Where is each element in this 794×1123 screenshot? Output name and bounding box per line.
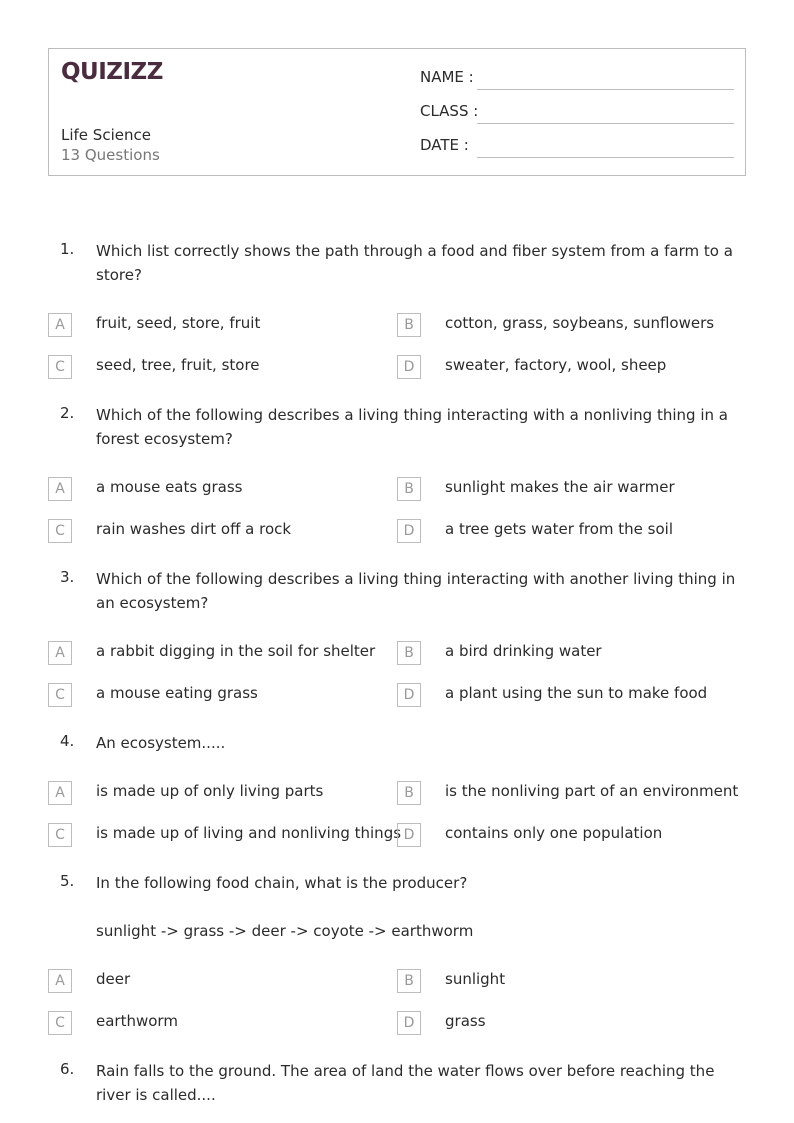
date-line[interactable] [477, 157, 734, 158]
option-text: earthworm [96, 1012, 178, 1030]
option-text: a plant using the sun to make food [445, 684, 708, 702]
question-text: An ecosystem..... [96, 734, 226, 752]
option-text: a tree gets water from the soil [445, 520, 674, 538]
option-text: is made up of living and nonliving things [96, 824, 402, 842]
option-text: seed, tree, fruit, store [96, 356, 260, 374]
question-text: In the following food chain, what is the producer? [96, 874, 468, 892]
option-text: a mouse eats grass [96, 478, 243, 496]
option-letter-box: B [397, 313, 421, 337]
question-text: Which of the following describes a living thing interacting with a nonliving thing in a forest ecosystem? [96, 406, 728, 448]
question-text: Which list correctly shows the path through a food and fiber system from a farm to a store? [96, 242, 733, 284]
option-letter-box: D [397, 519, 421, 543]
option-letter-box: C [48, 519, 72, 543]
option-text: contains only one population [445, 824, 663, 842]
option-letter-box: C [48, 1011, 72, 1035]
question-number: 5. [60, 872, 75, 890]
option-text: cotton, grass, soybeans, sunflowers [445, 314, 715, 332]
option-letter-box: B [397, 781, 421, 805]
option-letter-box: A [48, 781, 72, 805]
option-text: a mouse eating grass [96, 684, 258, 702]
option-letter-box: D [397, 683, 421, 707]
option-text: sunlight makes the air warmer [445, 478, 675, 496]
option-letter-box: A [48, 969, 72, 993]
date-field[interactable] [420, 136, 734, 158]
question-number: 4. [60, 732, 75, 750]
option-letter-box: A [48, 313, 72, 337]
name-line[interactable] [477, 89, 734, 90]
option-text: a bird drinking water [445, 642, 602, 660]
option-text: fruit, seed, store, fruit [96, 314, 261, 332]
option-text: is made up of only living parts [96, 782, 324, 800]
option-letter-box: C [48, 683, 72, 707]
question-count: 13 Questions [61, 146, 160, 164]
option-letter-box: C [48, 355, 72, 379]
option-letter-box: C [48, 823, 72, 847]
worksheet-header [48, 48, 746, 176]
option-text: a rabbit digging in the soil for shelter [96, 642, 376, 660]
option-text: sweater, factory, wool, sheep [445, 356, 667, 374]
question-number: 1. [60, 240, 75, 258]
name-label: NAME : [420, 68, 474, 86]
class-line[interactable] [477, 123, 734, 124]
question-number: 6. [60, 1060, 75, 1078]
option-text: deer [96, 970, 131, 988]
option-letter-box: B [397, 969, 421, 993]
option-text: sunlight [445, 970, 506, 988]
option-text: is the nonliving part of an environment [445, 782, 739, 800]
option-letter-box: B [397, 477, 421, 501]
class-label: CLASS : [420, 102, 479, 120]
option-letter-box: B [397, 641, 421, 665]
quizizz-logo: QUIZIZZ [61, 59, 163, 85]
option-letter-box: D [397, 355, 421, 379]
question-text: Which of the following describes a living thing interacting with another living thing in an ecosystem? [96, 570, 736, 612]
question-number: 2. [60, 404, 75, 422]
option-letter-box: A [48, 477, 72, 501]
food-chain-text: sunlight -> grass -> deer -> coyote -> earthworm [96, 922, 474, 940]
date-label: DATE : [420, 136, 469, 154]
class-field[interactable] [420, 102, 734, 124]
option-letter-box: A [48, 641, 72, 665]
option-letter-box: D [397, 1011, 421, 1035]
option-text: grass [445, 1012, 486, 1030]
subject-title: Life Science [61, 126, 151, 144]
name-field[interactable] [420, 68, 734, 90]
question-number: 3. [60, 568, 75, 586]
option-letter-box: D [397, 823, 421, 847]
question-text: Rain falls to the ground. The area of land the water flows over before reaching the river is called.... [96, 1062, 715, 1104]
option-text: rain washes dirt off a rock [96, 520, 292, 538]
